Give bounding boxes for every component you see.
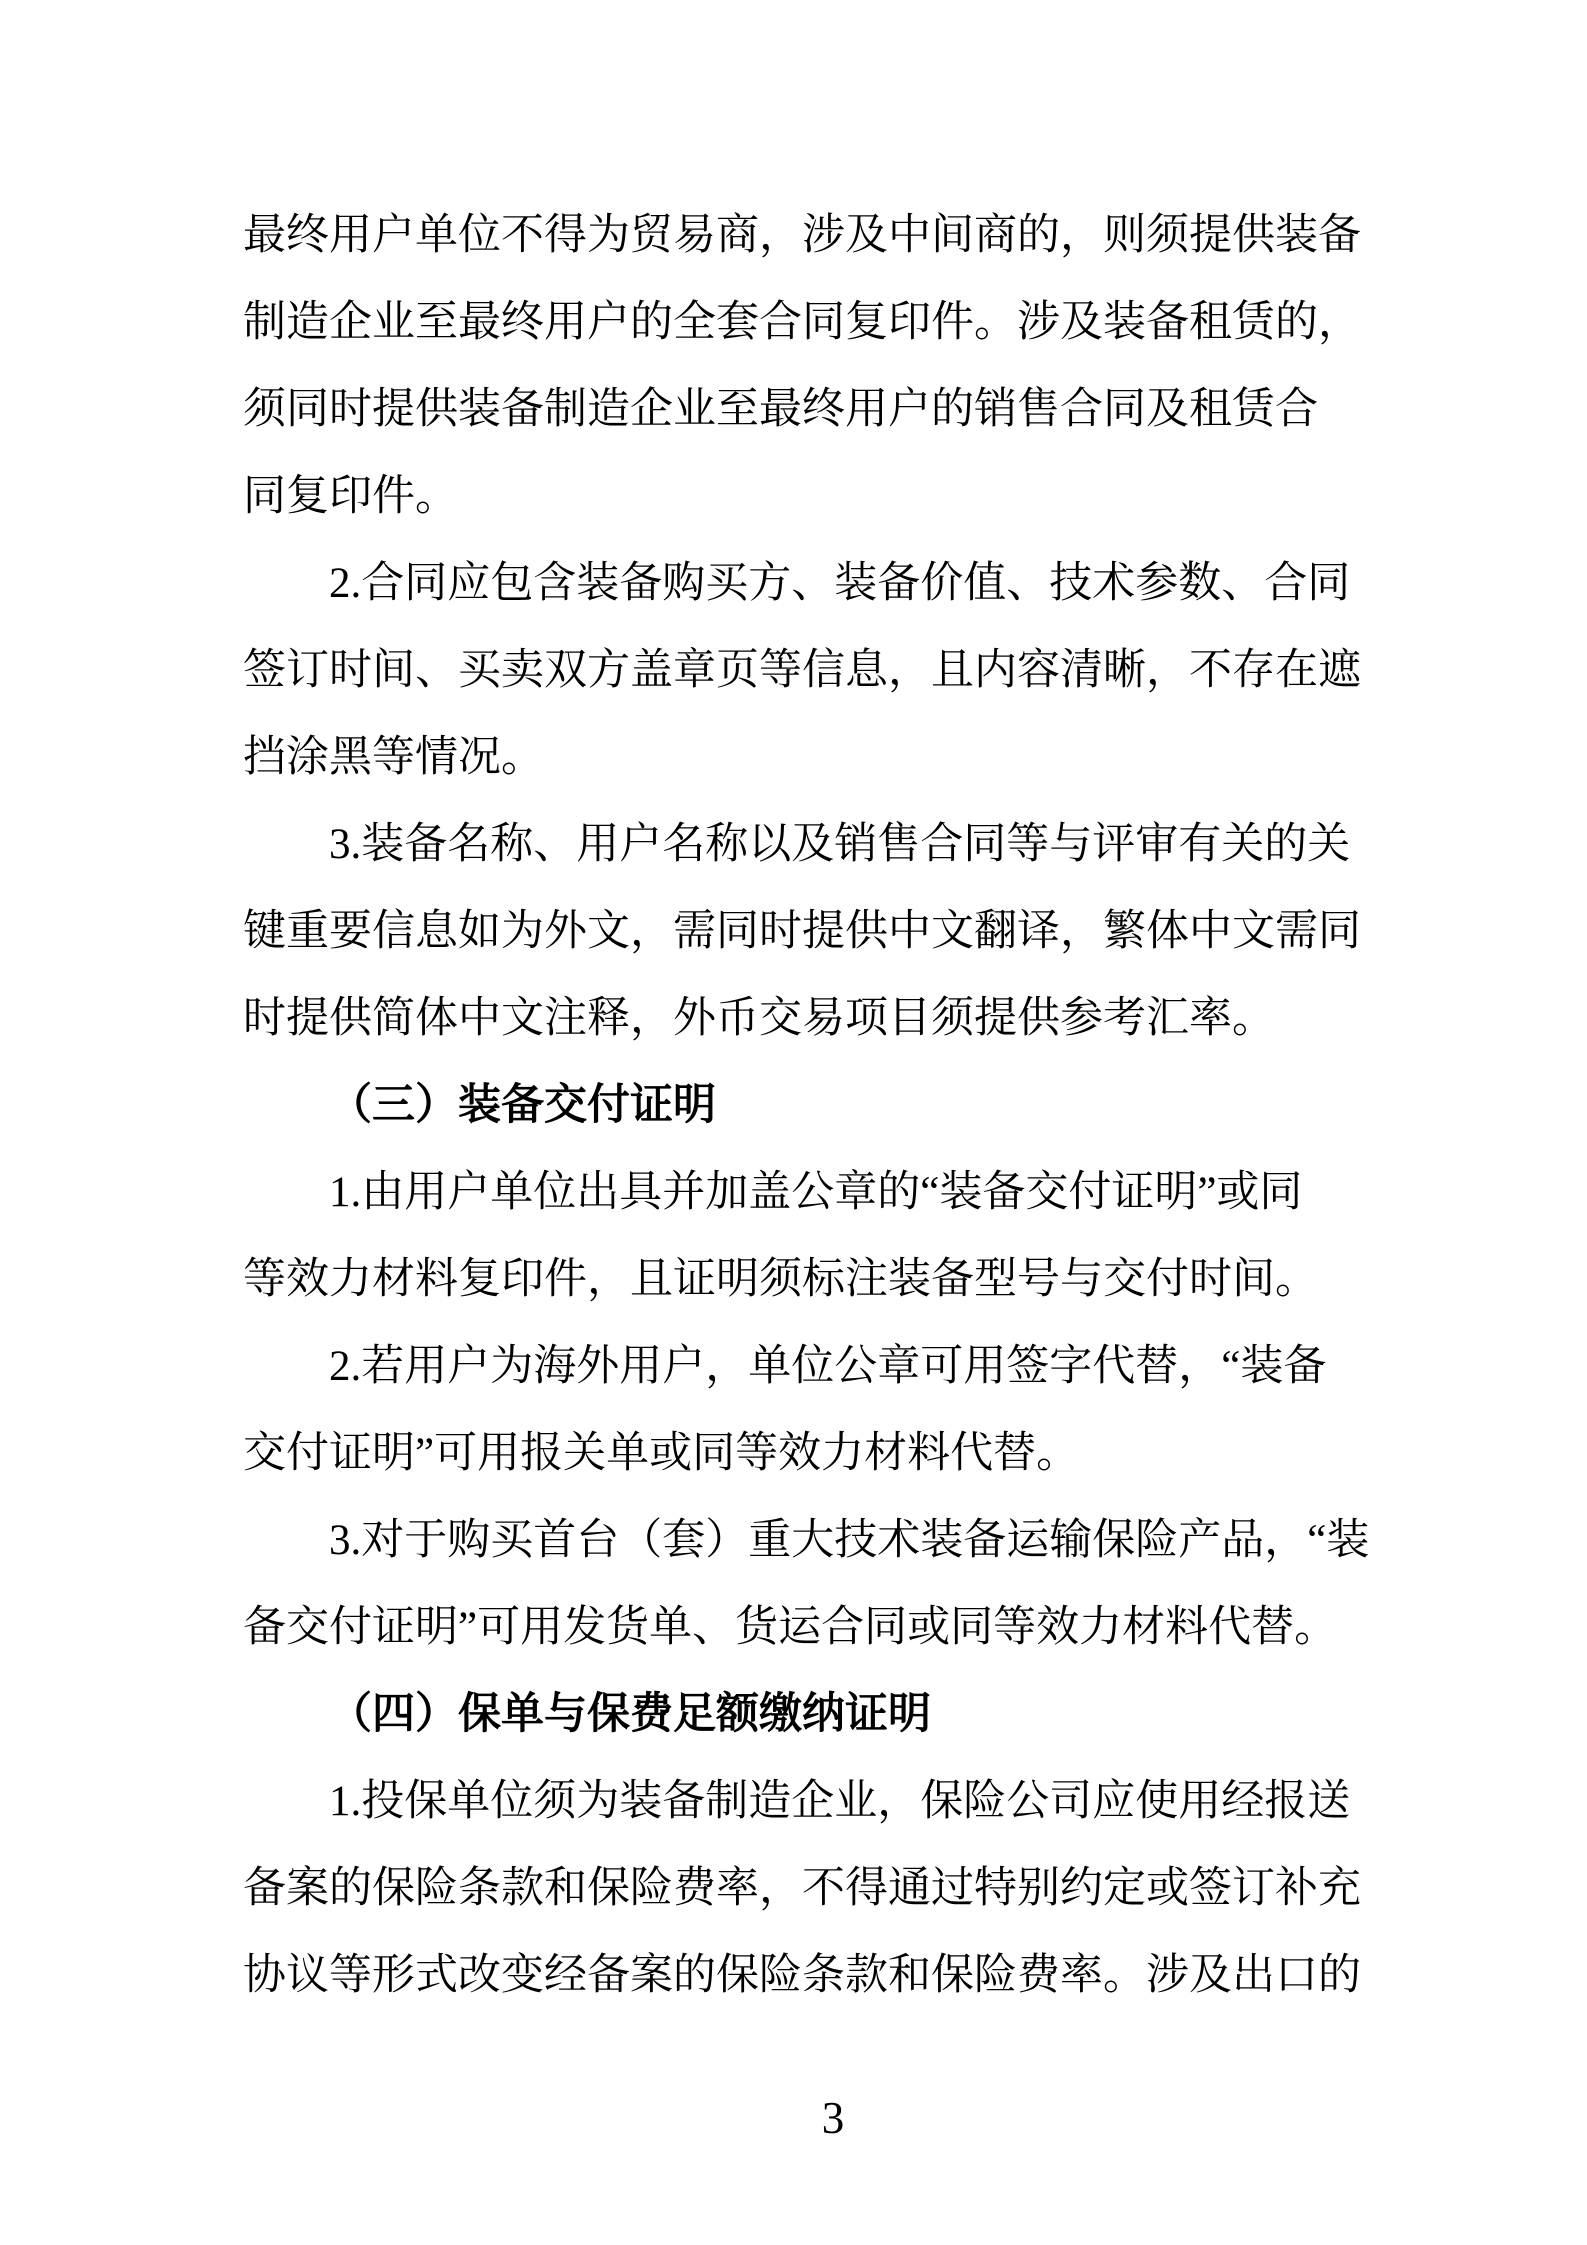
text-line: 签订时间、买卖双方盖章页等信息，且内容清晰，不存在遮	[243, 647, 1361, 694]
text-line: 时提供简体中文注释，外币交易项目须提供参考汇率。	[243, 995, 1275, 1042]
page-number: 3	[821, 2093, 845, 2143]
text-line: 键重要信息如为外文，需同时提供中文翻译，繁体中文需同	[243, 908, 1361, 955]
text-line: 制造企业至最终用户的全套合同复印件。涉及装备租赁的，	[243, 299, 1361, 346]
text-line: 须同时提供装备制造企业至最终用户的销售合同及租赁合	[243, 386, 1318, 433]
text-line: 等效力材料复印件，且证明须标注装备型号与交付时间。	[243, 1256, 1318, 1303]
text-line: 1.由用户单位出具并加盖公章的“装备交付证明”或同	[329, 1169, 1303, 1216]
text-line: 最终用户单位不得为贸易商，涉及中间商的，则须提供装备	[243, 212, 1361, 259]
text-line: 协议等形式改变经备案的保险条款和保险费率。涉及出口的	[243, 1952, 1361, 1999]
text-line: 3.装备名称、用户名称以及销售合同等与评审有关的关	[329, 821, 1351, 868]
text-line: 挡涂黑等情况。	[243, 734, 544, 781]
text-line: 1.投保单位须为装备制造企业，保险公司应使用经报送	[329, 1778, 1351, 1825]
text-line: 2.若用户为海外用户，单位公章可用签字代替，“装备	[329, 1343, 1327, 1390]
section-heading: （三）装备交付证明	[329, 1082, 716, 1129]
text-line: 3.对于购买首台（套）重大技术装备运输保险产品，“装	[329, 1517, 1370, 1564]
document-body	[243, 192, 1423, 2019]
text-line: 交付证明”可用报关单或同等效力材料代替。	[243, 1430, 1080, 1477]
section-heading: （四）保单与保费足额缴纳证明	[329, 1691, 931, 1738]
text-line: 同复印件。	[243, 473, 458, 520]
text-line: 备案的保险条款和保险费率，不得通过特别约定或签订补充	[243, 1865, 1361, 1912]
text-line: 备交付证明”可用发货单、货运合同或同等效力材料代替。	[243, 1604, 1338, 1651]
text-line: 2.合同应包含装备购买方、装备价值、技术参数、合同	[329, 560, 1351, 607]
